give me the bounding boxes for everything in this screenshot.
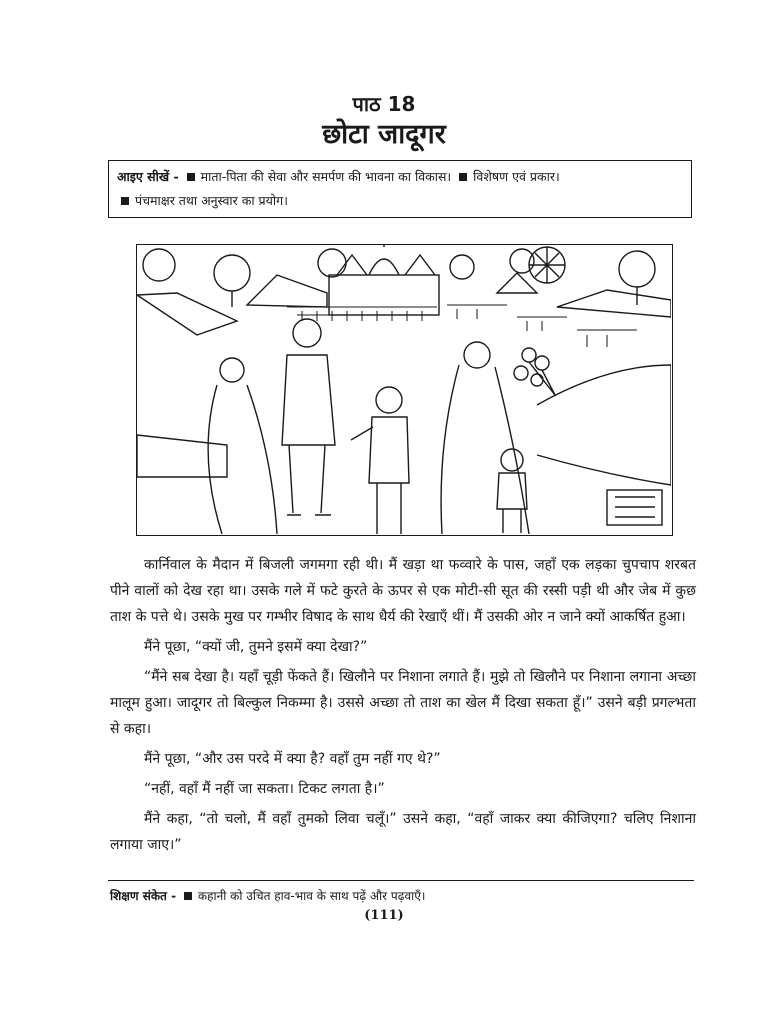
story-paragraph: “मैंने सब देखा है। यहाँ चूड़ी फेंकते हैं। खिलौने पर निशाना लगाते हैं। मुझे तो खिलौने पर निशाना लगाना अच्छा मालूम हुआ। जादूगर तो बिल्कुल निकम्मा है। उससे अच्छा तो ताश का खेल मैं दिखा सकता हूँ।” उसने बड़ी प्रगल्भता से कहा।	[110, 669, 696, 737]
story-paragraph: कार्निवाल के मैदान में बिजली जगमगा रही थी। मैं खड़ा था फव्वारे के पास, जहाँ एक लड़का चुपचाप शरबत पीने वालों को देख रहा था। उसके गले में फटे कुरते के ऊपर से एक मोटी-सी सूत की रस्सी पड़ी थी और जेब में कुछ ताश के पत्ते थे। उसके मुख पर गम्भीर विषाद के साथ धैर्य की रेखाएँ थीं। मैं उसकी ओर न जाने क्यों आकर्षित हुआ।	[110, 557, 696, 625]
trees	[143, 249, 655, 307]
teaching-hint	[110, 886, 425, 906]
square-bullet-icon	[187, 173, 195, 181]
story-paragraph: मैंने पूछा, “और उस परदे में क्या है? वहाँ तुम नहीं गए थे?”	[144, 751, 441, 767]
small-boy-figure	[497, 449, 527, 533]
lesson-title: छोटा जादूगर	[322, 119, 446, 150]
objective-item: विशेषण एवं प्रकार।	[473, 169, 560, 184]
story-text	[110, 552, 696, 862]
objective-item: पंचमाक्षर तथा अनुस्वार का प्रयोग।	[135, 193, 288, 208]
woman-left-figure	[208, 358, 277, 534]
footer-divider	[108, 880, 694, 881]
man-figure	[282, 319, 335, 515]
learning-objectives-box	[108, 160, 692, 218]
teaching-hint-text: कहानी को उचित हाव-भाव के साथ पढ़ें और पढ़वाएँ।	[197, 889, 426, 903]
stalls	[137, 365, 671, 525]
square-bullet-icon	[121, 197, 129, 205]
woman-right-figure	[441, 342, 555, 534]
square-bullet-icon	[459, 173, 467, 181]
ferris-wheel	[529, 247, 565, 283]
story-paragraph: “नहीं, वहाँ मैं नहीं जा सकता। टिकट लगता है।”	[144, 781, 385, 797]
page-number: (111)	[364, 908, 404, 923]
story-paragraph: मैंने पूछा, “क्यों जी, तुमने इसमें क्या देखा?”	[144, 639, 368, 655]
boy-figure	[351, 387, 409, 534]
objectives-label: आइए सीखें -	[117, 169, 179, 184]
story-paragraph: मैंने कहा, “तो चलो, मैं वहाँ तुमको लिवा चलूँ।” उसने कहा, “वहाँ जाकर क्या कीजिएगा? चलिए निशाना लगाया जाए।”	[110, 811, 696, 853]
carnival-illustration	[136, 244, 673, 536]
objective-item: माता-पिता की सेवा और समर्पण की भावना का विकास।	[200, 169, 452, 184]
square-bullet-icon	[184, 892, 192, 900]
temple	[329, 245, 439, 315]
lesson-number: पाठ 18	[352, 92, 416, 116]
teaching-hint-label: शिक्षण संकेत -	[110, 889, 177, 903]
crowd	[287, 305, 637, 347]
